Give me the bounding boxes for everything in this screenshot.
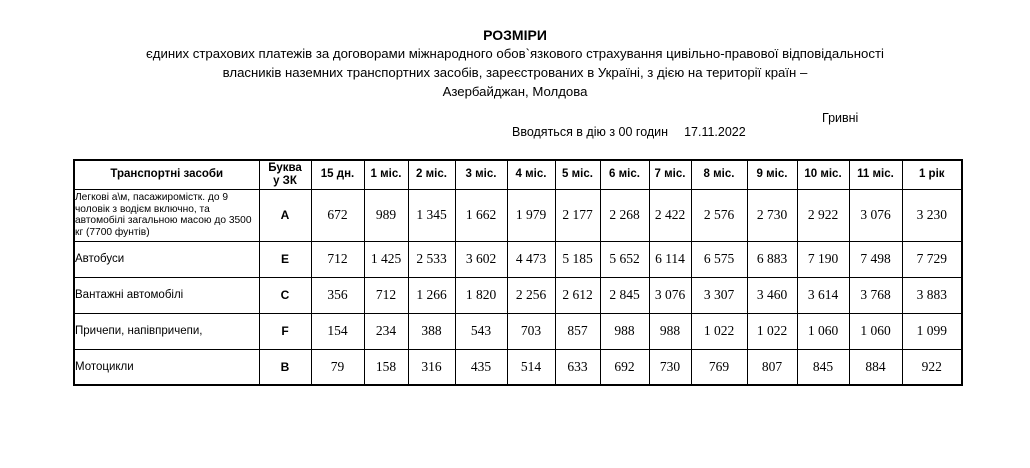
rate-cell: 154 — [311, 313, 364, 349]
rate-cell: 3 076 — [849, 189, 902, 241]
rate-cell: 7 498 — [849, 241, 902, 277]
rate-cell: 769 — [691, 349, 747, 385]
header-period: 9 міс. — [747, 160, 797, 189]
currency-label: Гривні — [822, 111, 859, 125]
header-period: 11 міс. — [849, 160, 902, 189]
letter-cell: F — [259, 313, 311, 349]
rate-cell: 3 230 — [902, 189, 962, 241]
table-row — [74, 313, 962, 349]
rate-cell: 3 460 — [747, 277, 797, 313]
header-period: 6 міс. — [600, 160, 649, 189]
rate-cell: 2 422 — [649, 189, 691, 241]
rate-cell: 6 114 — [649, 241, 691, 277]
document-title: РОЗМІРИ — [483, 27, 547, 43]
rate-cell: 988 — [649, 313, 691, 349]
rate-cell: 884 — [849, 349, 902, 385]
rate-cell: 1 266 — [408, 277, 455, 313]
rate-cell: 435 — [455, 349, 507, 385]
rate-cell: 989 — [364, 189, 408, 241]
rate-cell: 2 533 — [408, 241, 455, 277]
header-letter-line: у ЗК — [273, 174, 297, 187]
rate-cell: 2 730 — [747, 189, 797, 241]
rate-cell: 6 883 — [747, 241, 797, 277]
table-row — [74, 349, 962, 385]
rate-cell: 1 979 — [507, 189, 555, 241]
rate-cell: 158 — [364, 349, 408, 385]
rate-cell: 3 614 — [797, 277, 849, 313]
letter-cell: Е — [259, 241, 311, 277]
rate-cell: 633 — [555, 349, 600, 385]
rate-cell: 857 — [555, 313, 600, 349]
rate-cell: 543 — [455, 313, 507, 349]
rate-cell: 514 — [507, 349, 555, 385]
subtitle-line: Азербайджан, Молдова — [442, 84, 588, 99]
rate-cell: 730 — [649, 349, 691, 385]
letter-cell: С — [259, 277, 311, 313]
rate-cell: 234 — [364, 313, 408, 349]
header-period: 1 міс. — [364, 160, 408, 189]
rate-cell: 3 076 — [649, 277, 691, 313]
rate-cell: 2 576 — [691, 189, 747, 241]
rate-cell: 3 307 — [691, 277, 747, 313]
rate-cell: 845 — [797, 349, 849, 385]
header-letter — [259, 160, 311, 189]
header-period: 8 міс. — [691, 160, 747, 189]
header-period: 7 міс. — [649, 160, 691, 189]
table-row — [74, 189, 962, 241]
rate-cell: 7 729 — [902, 241, 962, 277]
rate-cell: 1 820 — [455, 277, 507, 313]
rate-cell: 922 — [902, 349, 962, 385]
rate-cell: 5 185 — [555, 241, 600, 277]
rate-cell: 79 — [311, 349, 364, 385]
rate-cell: 7 190 — [797, 241, 849, 277]
document-subtitle — [60, 44, 970, 101]
vehicle-cell: Мотоцикли — [74, 349, 259, 385]
effective-date-line — [512, 125, 746, 140]
rate-cell: 3 768 — [849, 277, 902, 313]
rate-cell: 988 — [600, 313, 649, 349]
rate-cell: 1 345 — [408, 189, 455, 241]
rate-cell: 316 — [408, 349, 455, 385]
rates-table — [73, 159, 963, 386]
effective-text: Вводяться в дію з 00 годин — [512, 125, 669, 139]
subtitle-line: власників наземних транспортних засобів, зареєстрованих в Україні, з дією на території країн – — [222, 65, 808, 80]
rate-cell: 1 060 — [849, 313, 902, 349]
rate-cell: 2 922 — [797, 189, 849, 241]
header-period: 1 рік — [902, 160, 962, 189]
header-period: 5 міс. — [555, 160, 600, 189]
rate-cell: 3 602 — [455, 241, 507, 277]
vehicle-cell: Легкові а\м, пасажиромістк. до 9 чоловік з водієм включно, та автомобілі загальною масою до 3500 кг (7700 фунтів) — [74, 189, 259, 241]
rate-cell: 5 652 — [600, 241, 649, 277]
rate-cell: 6 575 — [691, 241, 747, 277]
rate-cell: 388 — [408, 313, 455, 349]
rate-cell: 2 845 — [600, 277, 649, 313]
rate-cell: 1 099 — [902, 313, 962, 349]
letter-cell: А — [259, 189, 311, 241]
rate-cell: 1 022 — [691, 313, 747, 349]
table-row — [74, 241, 962, 277]
header-period: 10 міс. — [797, 160, 849, 189]
header-period: 15 дн. — [311, 160, 364, 189]
subtitle-line: єдиних страхових платежів за договорами міжнародного обов`язкового страхування цивільно-правової відповідальності — [146, 46, 884, 61]
header-vehicle: Транспортні засоби — [74, 160, 259, 189]
rate-cell: 2 256 — [507, 277, 555, 313]
rate-cell: 712 — [311, 241, 364, 277]
header-period: 3 міс. — [455, 160, 507, 189]
rate-cell: 1 662 — [455, 189, 507, 241]
rate-cell: 2 177 — [555, 189, 600, 241]
header-period: 4 міс. — [507, 160, 555, 189]
letter-cell: В — [259, 349, 311, 385]
vehicle-cell: Причепи, напівпричепи, — [74, 313, 259, 349]
rate-cell: 2 268 — [600, 189, 649, 241]
rate-cell: 3 883 — [902, 277, 962, 313]
rate-cell: 672 — [311, 189, 364, 241]
effective-date: 17.11.2022 — [684, 125, 746, 139]
rate-cell: 712 — [364, 277, 408, 313]
vehicle-cell: Вантажні автомобілі — [74, 277, 259, 313]
rate-cell: 2 612 — [555, 277, 600, 313]
rate-cell: 1 060 — [797, 313, 849, 349]
rate-cell: 703 — [507, 313, 555, 349]
header-row — [74, 160, 962, 189]
vehicle-cell: Автобуси — [74, 241, 259, 277]
rate-cell: 692 — [600, 349, 649, 385]
rate-cell: 1 425 — [364, 241, 408, 277]
rate-cell: 807 — [747, 349, 797, 385]
header-letter-line: Буква — [268, 161, 302, 174]
rate-cell: 356 — [311, 277, 364, 313]
header-period: 2 міс. — [408, 160, 455, 189]
rate-cell: 4 473 — [507, 241, 555, 277]
rate-cell: 1 022 — [747, 313, 797, 349]
table-row — [74, 277, 962, 313]
